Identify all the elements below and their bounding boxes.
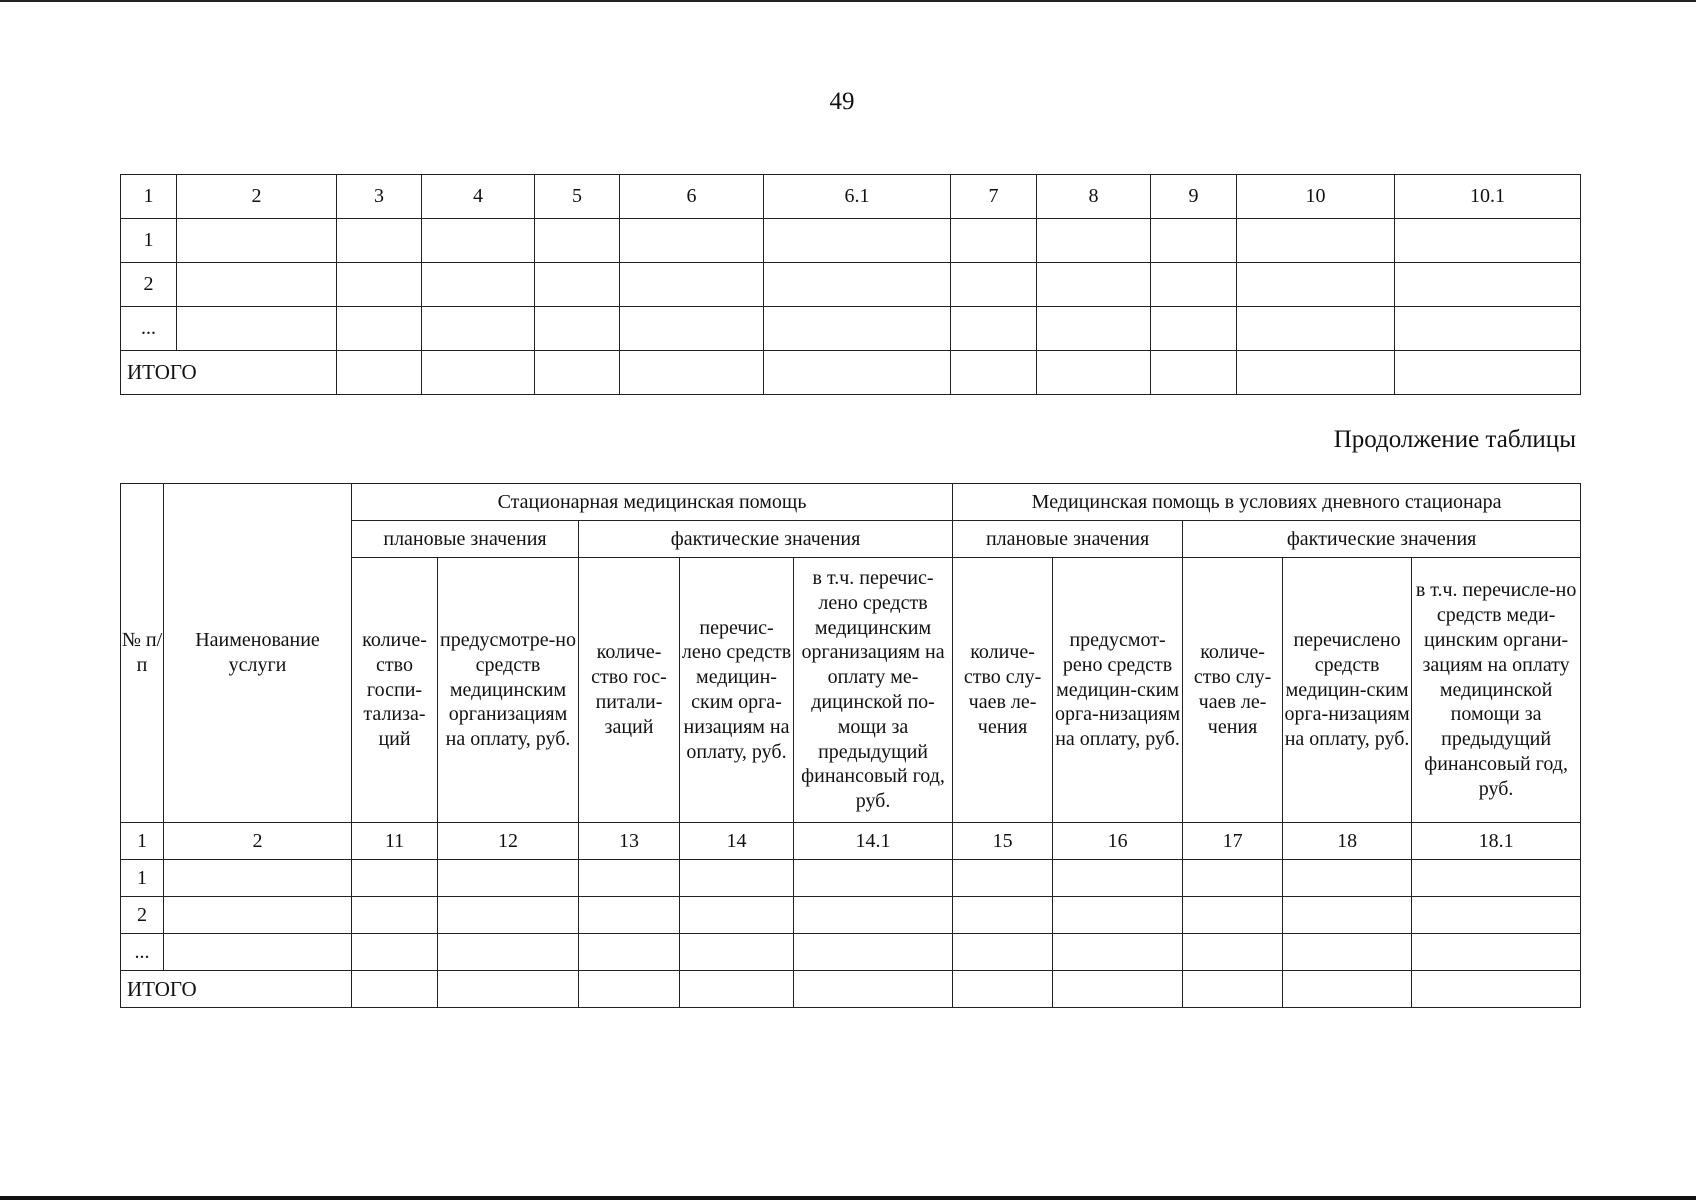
column-number: 10.1: [1395, 175, 1581, 219]
column-header: количе-ство слу-чаев ле-чения: [953, 558, 1053, 823]
column-number: 18: [1283, 823, 1412, 860]
row-number: 2: [121, 263, 177, 307]
inpatient-group-header: Стационарная медицинская помощь: [352, 484, 953, 521]
table-row: [121, 263, 1581, 307]
col-name-header: Наименование услуги: [164, 484, 352, 823]
total-label: ИТОГО: [121, 971, 352, 1008]
row-number: ...: [121, 307, 177, 351]
column-number: 16: [1053, 823, 1183, 860]
row-number: 2: [121, 897, 164, 934]
column-number: 5: [535, 175, 620, 219]
column-number: 11: [352, 823, 438, 860]
inpatient-actual-header: фактические значения: [579, 521, 953, 558]
column-header: количе-ство гос-питали-заций: [579, 558, 680, 823]
column-number: 1: [121, 175, 177, 219]
table-row: [121, 860, 1581, 897]
column-header: перечислено средств медицин-ским орга-низациям на оплату, руб.: [1283, 558, 1412, 823]
table-row: [121, 897, 1581, 934]
column-number: 6: [620, 175, 764, 219]
column-number: 15: [953, 823, 1053, 860]
column-number: 6.1: [764, 175, 951, 219]
table-part-2: [120, 483, 1581, 1008]
column-header: количе-ство госпи-тализа-ций: [352, 558, 438, 823]
row-number: 1: [121, 860, 164, 897]
column-number: 2: [164, 823, 352, 860]
page-number: 49: [829, 88, 855, 115]
column-number: 8: [1037, 175, 1151, 219]
column-header: в т.ч. перечис-лено средств медицинским организациям на оплату ме-дицинской по-мощи за предыдущий финансовый год, руб.: [794, 558, 953, 823]
total-row: [121, 351, 1581, 395]
column-number: 9: [1151, 175, 1237, 219]
row-number: ...: [121, 934, 164, 971]
table-row: [121, 219, 1581, 263]
numbering-row: [121, 823, 1581, 860]
column-number: 4: [422, 175, 535, 219]
column-header: количе-ство слу-чаев ле-чения: [1183, 558, 1283, 823]
daycare-planned-header: плановые значения: [953, 521, 1183, 558]
column-number: 1: [121, 823, 164, 860]
column-number: 14: [680, 823, 794, 860]
column-number: 18.1: [1412, 823, 1581, 860]
top-border: [0, 0, 1696, 2]
column-number: 10: [1237, 175, 1395, 219]
table-row: [121, 307, 1581, 351]
table-header-row: [121, 175, 1581, 219]
column-header: предусмот-рено средств медицин-ским орга-низациям на оплату, руб.: [1053, 558, 1183, 823]
column-number: 3: [337, 175, 422, 219]
total-row: [121, 971, 1581, 1008]
column-header: в т.ч. перечисле-но средств меди-цинским органи-зациям на оплату медицинской помощи за предыдущий финансовый год, руб.: [1412, 558, 1581, 823]
daycare-group-header: Медицинская помощь в условиях дневного стационара: [953, 484, 1581, 521]
column-number: 13: [579, 823, 680, 860]
column-number: 17: [1183, 823, 1283, 860]
total-label: ИТОГО: [121, 351, 337, 395]
column-number: 12: [438, 823, 579, 860]
table-row: [121, 934, 1581, 971]
daycare-actual-header: фактические значения: [1183, 521, 1581, 558]
col-number-header: № п/п: [121, 484, 164, 823]
column-header: предусмотре-но средств медицинским организациям на оплату, руб.: [438, 558, 579, 823]
bottom-border: [0, 1196, 1696, 1200]
table-part-1: [120, 174, 1581, 395]
column-number: 2: [177, 175, 337, 219]
column-number: 14.1: [794, 823, 953, 860]
group-header-row: [121, 484, 1581, 521]
column-header: перечис-лено средств медицин-ским орга-низациям на оплату, руб.: [680, 558, 794, 823]
continuation-caption: Продолжение таблицы: [1333, 426, 1576, 453]
inpatient-planned-header: плановые значения: [352, 521, 579, 558]
row-number: 1: [121, 219, 177, 263]
column-number: 7: [951, 175, 1037, 219]
